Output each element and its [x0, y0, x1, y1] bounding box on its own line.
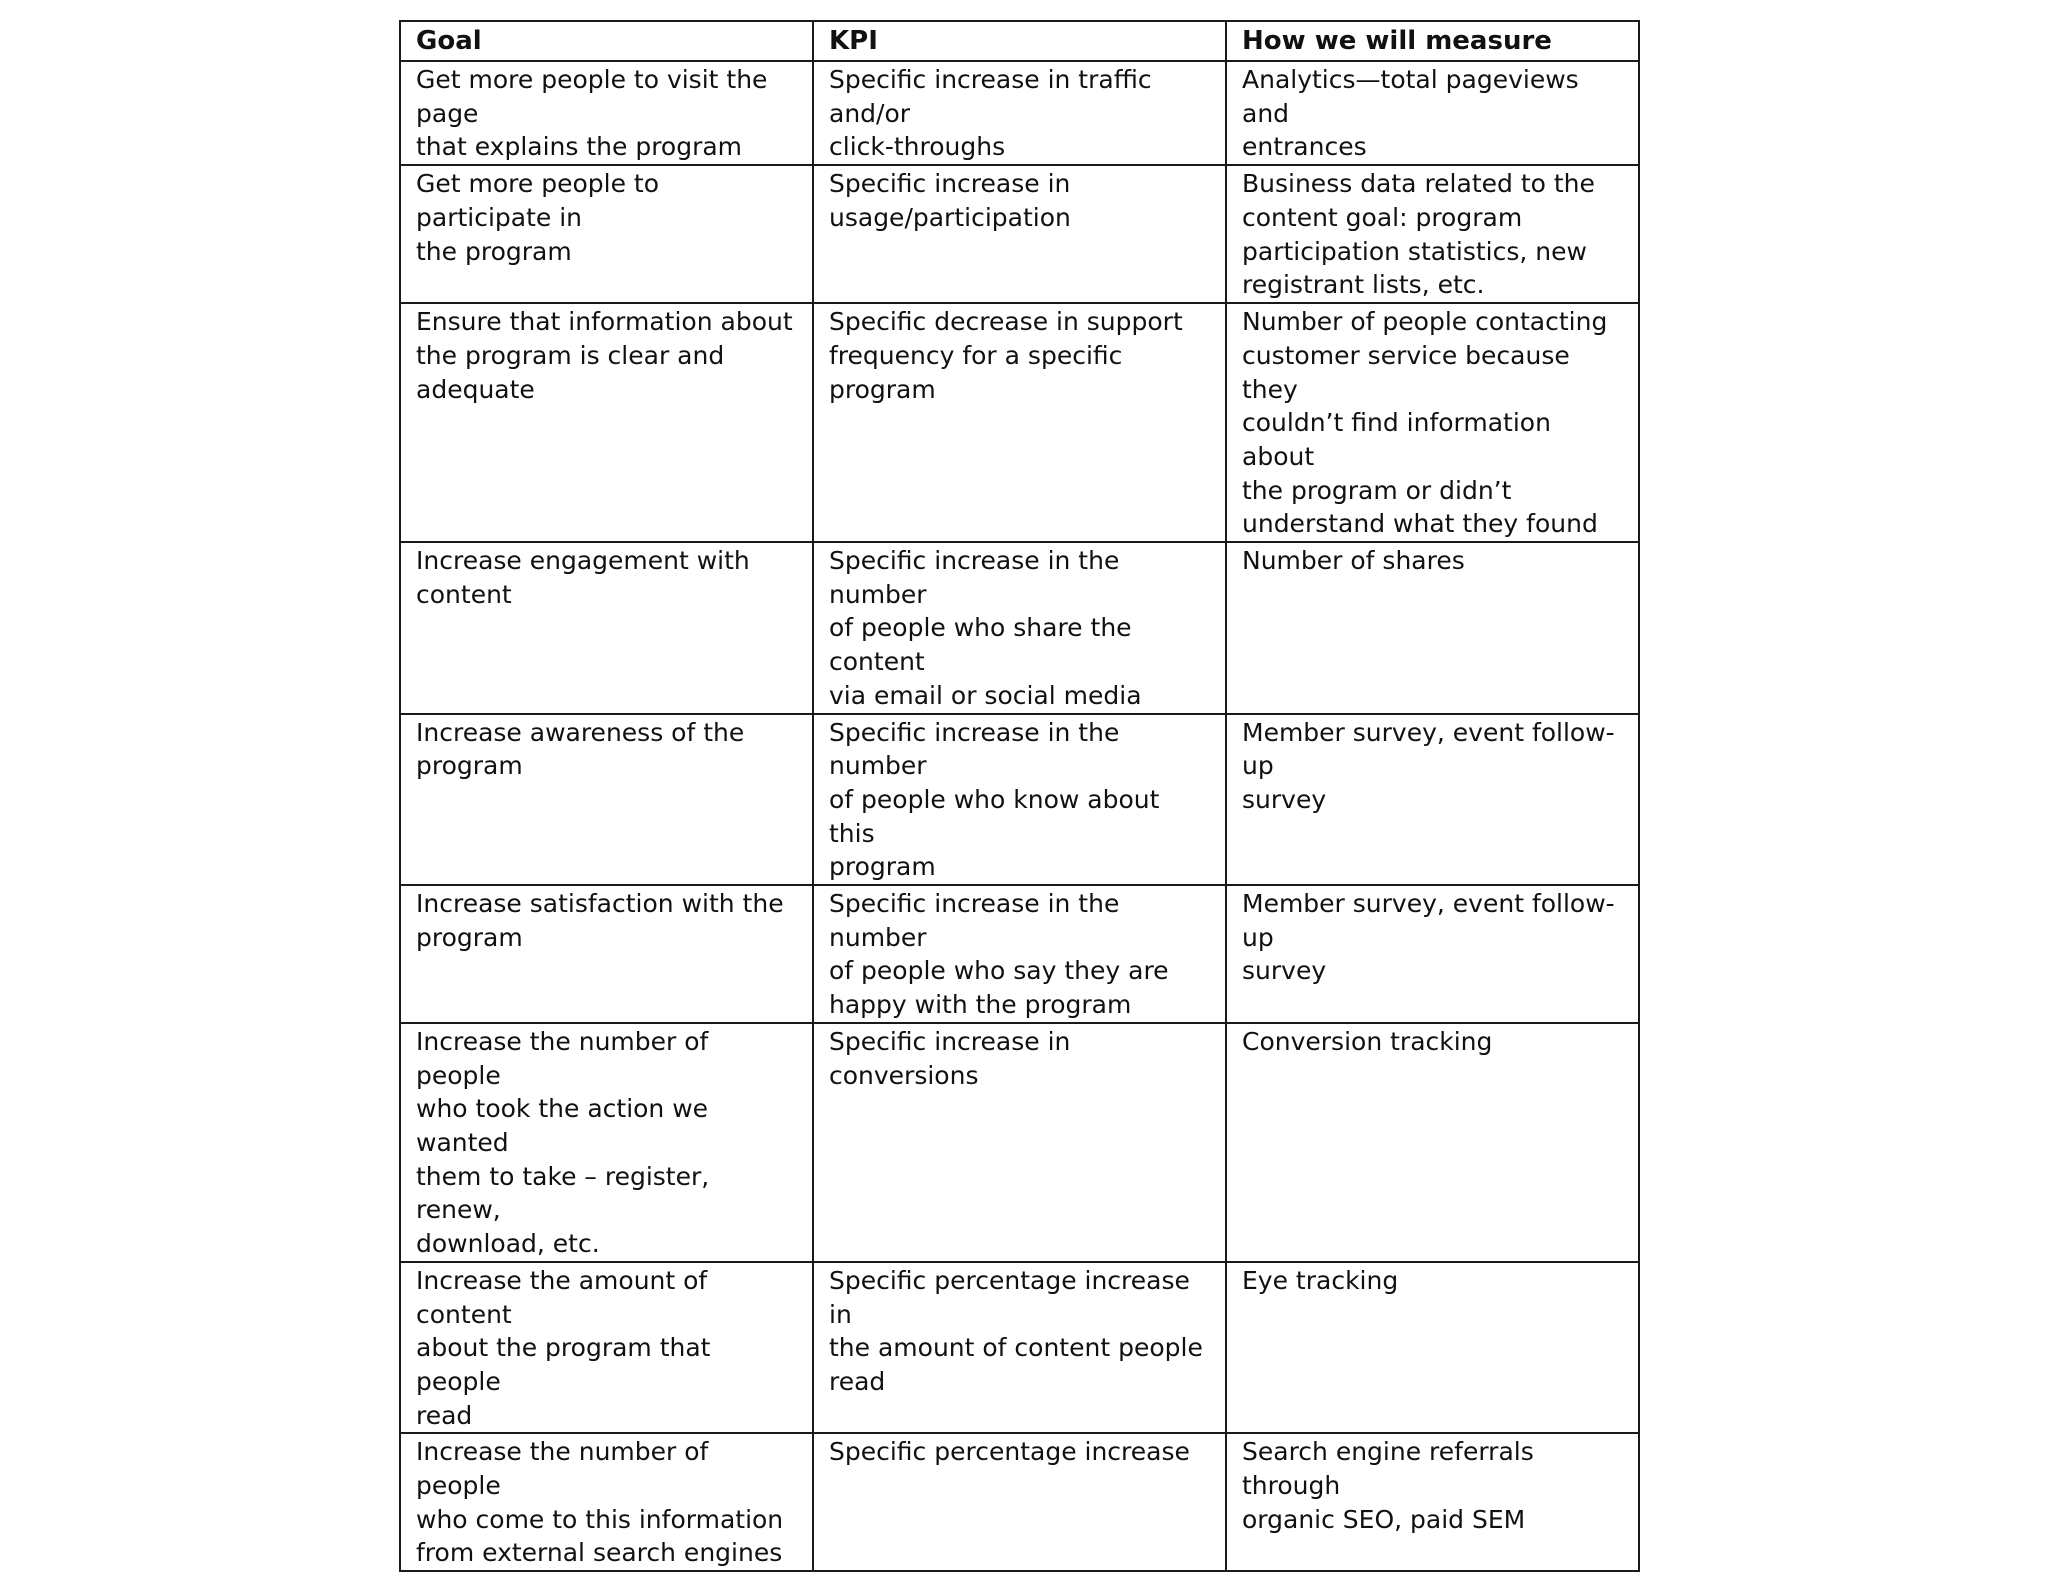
measure-cell: Eye tracking — [1226, 1262, 1639, 1434]
measure-cell: Business data related to the content goal: program participation statistics, new registrant lists, etc. — [1226, 165, 1639, 303]
kpi-cell: Specific increase in traffic and/or click-throughs — [813, 61, 1226, 165]
header-measure: How we will measure — [1226, 21, 1639, 61]
header-goal: Goal — [400, 21, 813, 61]
measure-cell: Member survey, event follow-up survey — [1226, 885, 1639, 1023]
measure-cell: Conversion tracking — [1226, 1023, 1639, 1262]
measure-cell: Number of people contacting customer service because they couldn’t find information about the program or didn’t understand what they found — [1226, 303, 1639, 542]
goal-cell: Increase engagement with content — [400, 542, 813, 714]
kpi-cell: Specific increase in usage/participation — [813, 165, 1226, 303]
table-row — [400, 714, 1639, 886]
goal-cell: Increase satisfaction with the program — [400, 885, 813, 1023]
measure-cell: Member survey, event follow-up survey — [1226, 714, 1639, 886]
measure-cell: Search engine referrals through organic SEO, paid SEM — [1226, 1433, 1639, 1571]
table-row — [400, 885, 1639, 1023]
table-row — [400, 303, 1639, 542]
goal-cell: Increase awareness of the program — [400, 714, 813, 886]
table-row — [400, 1433, 1639, 1571]
goal-cell: Ensure that information about the program is clear and adequate — [400, 303, 813, 542]
header-kpi: KPI — [813, 21, 1226, 61]
measure-cell: Analytics—total pageviews and entrances — [1226, 61, 1639, 165]
goal-cell: Get more people to visit the page that explains the program — [400, 61, 813, 165]
table-header-row — [400, 21, 1639, 61]
kpi-cell: Specific decrease in support frequency for a specific program — [813, 303, 1226, 542]
kpi-cell: Specific increase in the number of people who know about this program — [813, 714, 1226, 886]
kpi-cell: Specific percentage increase in the amount of content people read — [813, 1262, 1226, 1434]
goal-cell: Get more people to participate in the program — [400, 165, 813, 303]
table-row — [400, 165, 1639, 303]
measure-cell: Number of shares — [1226, 542, 1639, 714]
goal-cell: Increase the number of people who took the action we wanted them to take – register, renew, download, etc. — [400, 1023, 813, 1262]
table-row — [400, 542, 1639, 714]
table-row — [400, 61, 1639, 165]
goals-kpi-table — [399, 20, 1640, 1572]
kpi-cell: Specific percentage increase — [813, 1433, 1226, 1571]
table-row — [400, 1262, 1639, 1434]
kpi-cell: Specific increase in the number of people who share the content via email or social media — [813, 542, 1226, 714]
kpi-cell: Specific increase in the number of people who say they are happy with the program — [813, 885, 1226, 1023]
table-row — [400, 1023, 1639, 1262]
goal-cell: Increase the number of people who come to this information from external search engines — [400, 1433, 813, 1571]
goal-cell: Increase the amount of content about the program that people read — [400, 1262, 813, 1434]
kpi-cell: Specific increase in conversions — [813, 1023, 1226, 1262]
